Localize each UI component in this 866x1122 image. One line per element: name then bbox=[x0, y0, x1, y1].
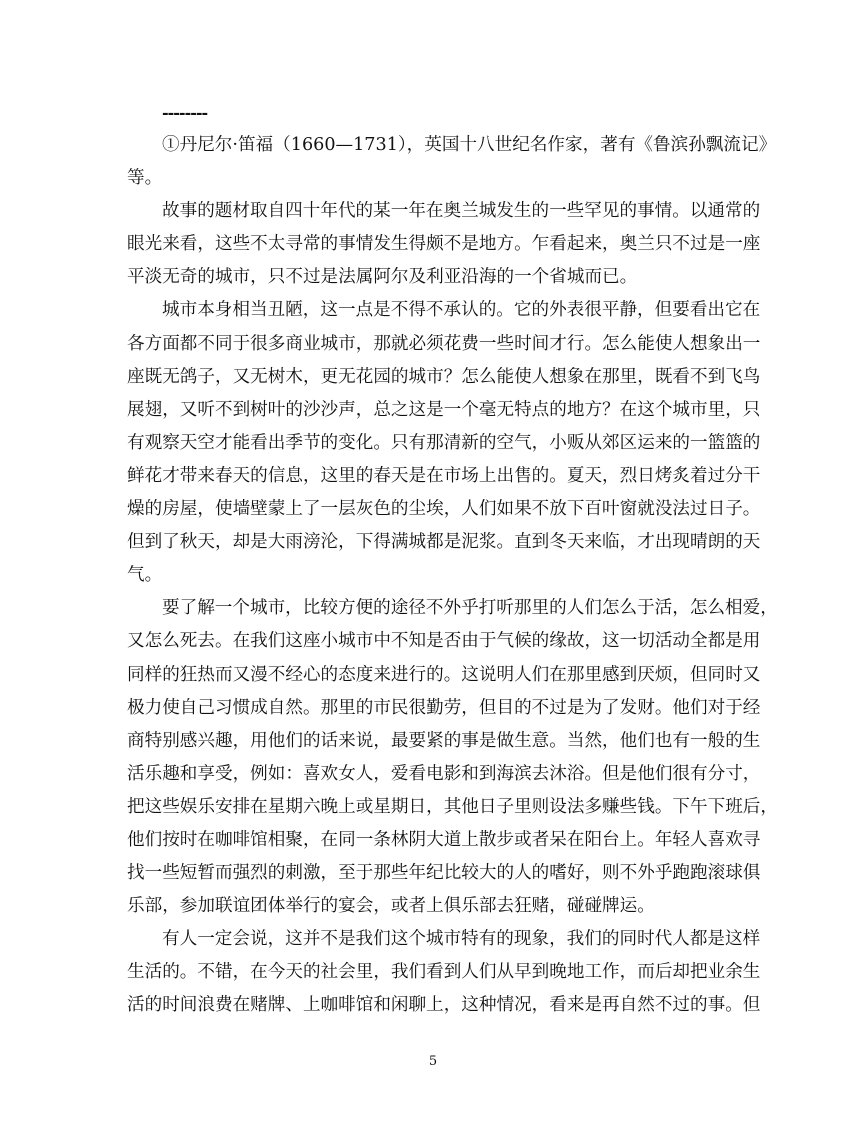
footnote-line: 等。 bbox=[127, 168, 163, 189]
paragraph bbox=[127, 294, 761, 592]
paragraph-line: 活乐趣和享受，例如：喜欢女人，爱看电影和到海滨去沐浴。但是他们很有分寸， bbox=[127, 763, 761, 784]
document-page bbox=[127, 96, 778, 1023]
paragraph-line: 故事的题材取自四十年代的某一年在奥兰城发生的一些罕见的事情。以通常的 bbox=[162, 201, 761, 222]
paragraph-line: 生活的。不错，在今天的社会里，我们看到人们从早到晚地工作，而后却把业余生 bbox=[127, 962, 761, 983]
paragraph-line: 展翅，又听不到树叶的沙沙声，总之这是一个毫无特点的地方？在这个城市里，只 bbox=[127, 399, 761, 420]
footnote-separator: -------- bbox=[162, 103, 208, 122]
footnote bbox=[127, 129, 777, 195]
paragraph-line: 有人一定会说，这并不是我们这个城市特有的现象，我们的同时代人都是这样 bbox=[162, 929, 761, 950]
paragraph-line: 把这些娱乐安排在星期六晚上或星期日，其他日子里则设法多赚些钱。下午下班后， bbox=[127, 796, 778, 817]
paragraph-line: 同样的狂热而又漫不经心的态度来进行的。这说明人们在那里感到厌烦，但同时又 bbox=[127, 664, 761, 685]
paragraph-line: 极力使自己习惯成自然。那里的市民很勤劳，但目的不过是为了发财。他们对于经 bbox=[127, 697, 761, 718]
paragraph-line: 平淡无奇的城市，只不过是法属阿尔及利亚沿海的一个省城而已。 bbox=[127, 267, 638, 288]
paragraph-line: 燥的房屋，使墙壁蒙上了一层灰色的尘埃，人们如果不放下百叶窗就没法过日子。 bbox=[127, 499, 761, 520]
paragraph-line: 座既无鸽子，又无树木，更无花园的城市？怎么能使人想象在那里，既看不到飞鸟 bbox=[127, 366, 761, 387]
paragraph-line: 乐部，参加联谊团体举行的宴会，或者上俱乐部去狂赌，碰碰牌运。 bbox=[127, 896, 655, 917]
paragraph-line: 活的时间浪费在赌牌、上咖啡馆和闲聊上，这种情况，看来是再自然不过的事。但 bbox=[127, 995, 761, 1016]
paragraph-line: 各方面都不同于很多商业城市，那就必须花费一些时间才行。怎么能使人想象出一 bbox=[127, 333, 761, 354]
paragraph bbox=[127, 592, 778, 923]
paragraph-line: 商特别感兴趣，用他们的话来说，最要紧的事是做生意。当然，他们也有一般的生 bbox=[127, 730, 761, 751]
paragraph-line: 城市本身相当丑陋，这一点是不得不承认的。它的外表很平静，但要看出它在 bbox=[162, 300, 761, 321]
paragraph-line: 有观察天空才能看出季节的变化。只有那清新的空气，小贩从郊区运来的一篮篮的 bbox=[127, 432, 761, 453]
paragraph-line: 鲜花才带来春天的信息，这里的春天是在市场上出售的。夏天，烈日烤炙着过分干 bbox=[127, 465, 761, 486]
body-text bbox=[127, 195, 778, 1022]
paragraph-line: 但到了秋天，却是大雨滂沦，下得满城都是泥浆。直到冬天来临，才出现晴朗的天 bbox=[127, 532, 761, 553]
page-number: 5 bbox=[428, 1054, 438, 1069]
paragraph-line: 找一些短暂而强烈的刺激，至于那些年纪比较大的人的嗜好，则不外乎跑跑滚球俱 bbox=[127, 863, 761, 884]
paragraph-line: 气。 bbox=[127, 565, 163, 586]
paragraph-line: 眼光来看，这些不太寻常的事情发生得颇不是地方。乍看起来，奥兰只不过是一座 bbox=[127, 234, 761, 255]
paragraph bbox=[127, 195, 761, 294]
paragraph-line: 要了解一个城市，比较方便的途径不外乎打听那里的人们怎么于活，怎么相爱， bbox=[162, 598, 778, 619]
paragraph-line: 他们按时在咖啡馆相聚，在同一条林阴大道上散步或者呆在阳台上。年轻人喜欢寻 bbox=[127, 829, 761, 850]
paragraph bbox=[127, 923, 761, 1022]
paragraph-line: 又怎么死去。在我们这座小城市中不知是否由于气候的缘故，这一切活动全都是用 bbox=[127, 631, 761, 652]
footnote-line: ①丹尼尔·笛福（1660—1731），英国十八世纪名作家，著有《鲁滨孙飘流记》 bbox=[162, 135, 777, 155]
